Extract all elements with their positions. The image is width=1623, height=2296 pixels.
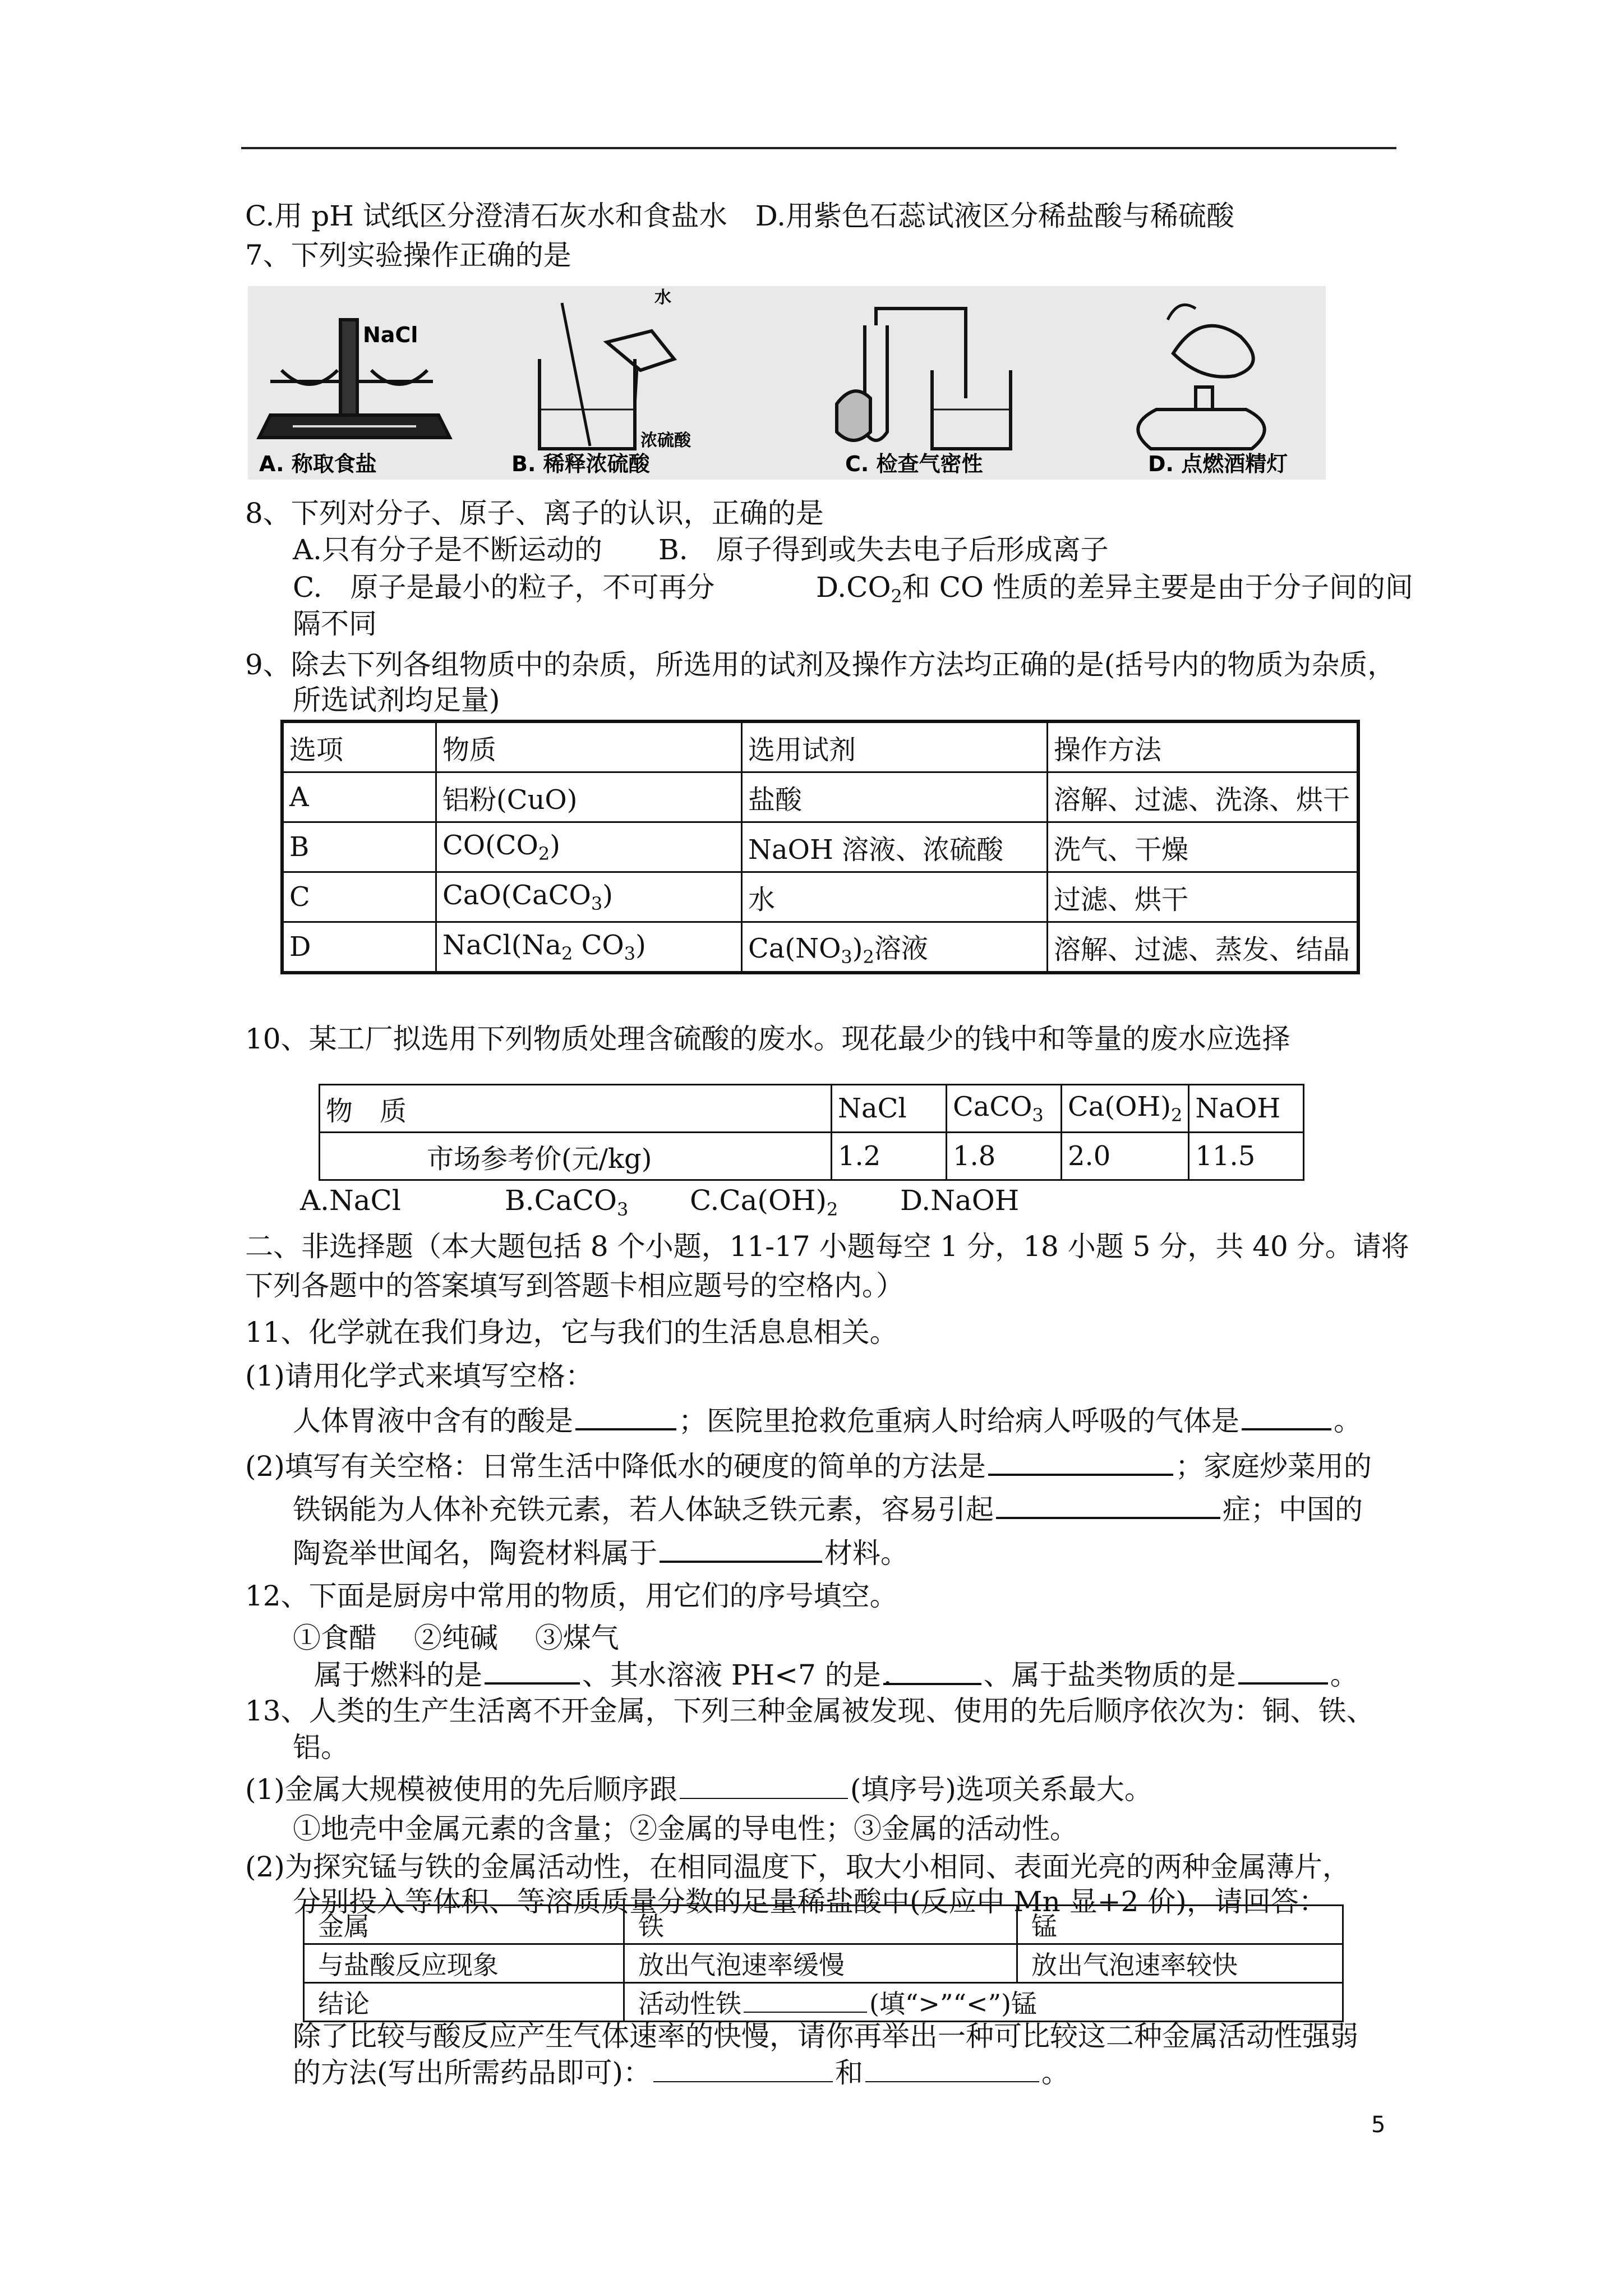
caption-a: A. 称取食盐 (259, 452, 377, 476)
table-cell: 溶解、过滤、蒸发、结晶 (1048, 922, 1359, 973)
answer-blank[interactable] (988, 1449, 1173, 1476)
table-cell: 盐酸 (742, 772, 1048, 822)
caption-c: C. 检查气密性 (845, 452, 983, 476)
q12-options: ①食醋 ②纯碱 ③煤气 (293, 1622, 619, 1654)
q7-apparatus-figure (248, 286, 1326, 480)
table-cell: NaOH 溶液、浓硫酸 (742, 822, 1048, 872)
q11-part2-line1: (2)填写有关空格：日常生活中降低水的硬度的简单的方法是 ；家庭炒菜用的 (245, 1450, 1372, 1483)
table-cell: 与盐酸反应现象 (304, 1944, 624, 1983)
table-cell: 金属 (304, 1906, 624, 1944)
answer-blank[interactable] (1242, 1404, 1331, 1430)
q10-option-d: D.NaOH (900, 1184, 1020, 1217)
table-row (304, 1944, 1343, 1983)
table-cell: 1.2 (832, 1133, 947, 1180)
table-cell: D (282, 922, 436, 973)
table-cell: 2.0 (1062, 1133, 1189, 1180)
table-cell: 活动性铁 (填“>”“<”)锰 (624, 1983, 1343, 2022)
q8-option-d-cont: 隔不同 (293, 608, 377, 640)
q10-stem: 10、某工厂拟选用下列物质处理含硫酸的废水。现花最少的钱中和等量的废水应选择 (245, 1023, 1290, 1055)
table-cell: 水 (742, 872, 1048, 922)
table-cell: CaCO$_3$ (947, 1085, 1062, 1133)
q11-part2-line2: 铁锅能为人体补充铁元素，若人体缺乏铁元素，容易引起 症；中国的 (293, 1493, 1363, 1526)
table-row (304, 1906, 1343, 1944)
table-cell: 溶解、过滤、洗涤、烘干 (1048, 772, 1359, 822)
caption-d: D. 点燃酒精灯 (1148, 452, 1288, 476)
q7-stem: 7、下列实验操作正确的是 (245, 239, 571, 272)
table-cell: 物质 (436, 721, 742, 772)
table-row (320, 1133, 1304, 1180)
answer-blank[interactable] (865, 2056, 1039, 2082)
q9-stem: 9、除去下列各组物质中的杂质，所选用的试剂及操作方法均正确的是(括号内的物质为杂质， (245, 648, 1396, 681)
table-cell: 结论 (304, 1983, 624, 2022)
table-cell: B (282, 822, 436, 872)
q13-stem-cont: 铝。 (293, 1731, 349, 1764)
q13-part1: (1)金属大规模被使用的先后顺序跟 (填序号)选项关系最大。 (245, 1773, 1152, 1806)
q12-answers-line: 属于燃料的是 、其水溶液 PH<7 的是. 、属于盐类物质的是 。 (314, 1659, 1358, 1691)
table-cell: 铁 (624, 1906, 1017, 1944)
table-row (282, 872, 1358, 922)
table-cell: 铝粉(CuO) (436, 772, 742, 822)
table-cell: NaOH (1189, 1085, 1304, 1133)
q11-stem: 11、化学就在我们身边，它与我们的生活息息相关。 (245, 1316, 898, 1349)
table-row (320, 1085, 1304, 1133)
table-cell: 市场参考价(元/kg) (320, 1133, 832, 1180)
q10-price-table (319, 1084, 1304, 1181)
table-cell: $Ca(OH)_2$ (1062, 1085, 1189, 1133)
table-cell: C (282, 872, 436, 922)
table-cell: 选用试剂 (742, 721, 1048, 772)
q12-stem: 12、下面是厨房中常用的物质，用它们的序号填空。 (245, 1580, 898, 1612)
table-row (282, 721, 1358, 772)
table-cell: $CO(CO_2)$ (436, 822, 742, 872)
label-nacl: NaCl (363, 323, 418, 347)
answer-blank[interactable] (680, 1773, 848, 1799)
table-cell: 放出气泡速率缓慢 (624, 1944, 1017, 1983)
answer-blank[interactable] (1238, 1658, 1328, 1685)
q13-part1-options: ①地壳中金属元素的含量；②金属的导电性；③金属的活动性。 (293, 1812, 1078, 1845)
q13-part3: 除了比较与酸反应产生气体速率的快慢，请你再举出一种可比较这二种金属活动性强弱 (293, 2020, 1358, 2053)
answer-blank[interactable] (744, 1989, 867, 2013)
table-cell: CaO(CaCO$_3$) (436, 872, 742, 922)
section-2-heading-cont: 下列各题中的答案填写到答题卡相应题号的空格内。） (245, 1269, 904, 1302)
answer-blank[interactable] (996, 1492, 1220, 1519)
page-number: 5 (1371, 2112, 1386, 2138)
table-row (282, 772, 1358, 822)
q13-stem: 13、人类的生产生活离不开金属，下列三种金属被发现、使用的先后顺序依次为：铜、铁、 (245, 1695, 1375, 1727)
answer-blank[interactable] (653, 2056, 833, 2082)
table-cell: 锰 (1017, 1906, 1343, 1944)
q8-options-ab: A.只有分子是不断运动的 B. 原子得到或失去电子后形成离子 (293, 533, 1109, 566)
section-2-heading: 二、非选择题（本大题包括 8 个小题，11-17 小题每空 1 分，18 小题 5 分，共 40 分。请将 (245, 1230, 1409, 1263)
q10-option-a: A.NaCl (300, 1184, 401, 1217)
q11-part2-line3: 陶瓷举世闻名，陶瓷材料属于 材料。 (293, 1537, 909, 1570)
label-water: 水 (654, 288, 671, 307)
table-cell: $NaCl(Na_2$ $CO_3$) (436, 922, 742, 973)
q13-table (303, 1904, 1344, 2022)
q10-option-b: B.CaCO$_3$ (505, 1184, 629, 1220)
table-row (282, 922, 1358, 973)
table-cell: 11.5 (1189, 1133, 1304, 1180)
table-cell: 1.8 (947, 1133, 1062, 1180)
table-cell: $Ca(NO_3)_2$溶液 (742, 922, 1048, 973)
table-cell: 操作方法 (1048, 721, 1359, 772)
table-row (282, 822, 1358, 872)
q8-stem: 8、下列对分子、原子、离子的认识，正确的是 (245, 497, 824, 530)
table-cell: 物 质 (320, 1085, 832, 1133)
answer-blank[interactable] (485, 1658, 580, 1685)
table-cell: 放出气泡速率较快 (1017, 1944, 1343, 1983)
q11-part1-line: 人体胃液中含有的酸是 ；医院里抢救危重病人时给病人呼吸的气体是 。 (293, 1405, 1362, 1437)
answer-blank[interactable] (660, 1536, 822, 1563)
table-cell: 选项 (282, 721, 436, 772)
answer-blank[interactable]: . (883, 1658, 981, 1685)
table-cell: 洗气、干燥 (1048, 822, 1359, 872)
table-cell: A (282, 772, 436, 822)
table-cell: 过滤、烘干 (1048, 872, 1359, 922)
q10-option-c: $C.Ca(OH)_2$ (690, 1184, 838, 1220)
q6-options-cd: C.用 pH 试纸区分澄清石灰水和食盐水 D.用紫色石蕊试液区分稀盐酸与稀硫酸 (245, 200, 1234, 232)
q9-table (280, 720, 1360, 974)
answer-blank[interactable] (575, 1404, 676, 1430)
table-row (304, 1983, 1343, 2022)
q8-option-c: C. 原子是最小的粒子，不可再分 (293, 571, 715, 604)
label-acid: 浓硫酸 (640, 431, 691, 450)
q13-part2: (2)为探究锰与铁的金属活动性，在相同温度下，取大小相同、表面光亮的两种金属薄片， (245, 1851, 1350, 1883)
q13-part2-cont: 分别投入等体积、等溶质质量分数的足量稀盐酸中(反应中 Mn 显+2 价)，请回答： (293, 1885, 1327, 1918)
q8-option-d: $D.CO_2$和 CO 性质的差异主要是由于分子间的间 (816, 571, 1413, 607)
table-cell: NaCl (832, 1085, 947, 1133)
header-rule (241, 147, 1396, 149)
caption-b: B. 稀释浓硫酸 (511, 452, 650, 476)
q11-part1: (1)请用化学式来填写空格： (245, 1360, 593, 1392)
q13-part3-cont: 的方法(写出所需药品即可)： 和 。 (293, 2056, 1070, 2089)
q9-stem-cont: 所选试剂均足量) (293, 684, 500, 716)
